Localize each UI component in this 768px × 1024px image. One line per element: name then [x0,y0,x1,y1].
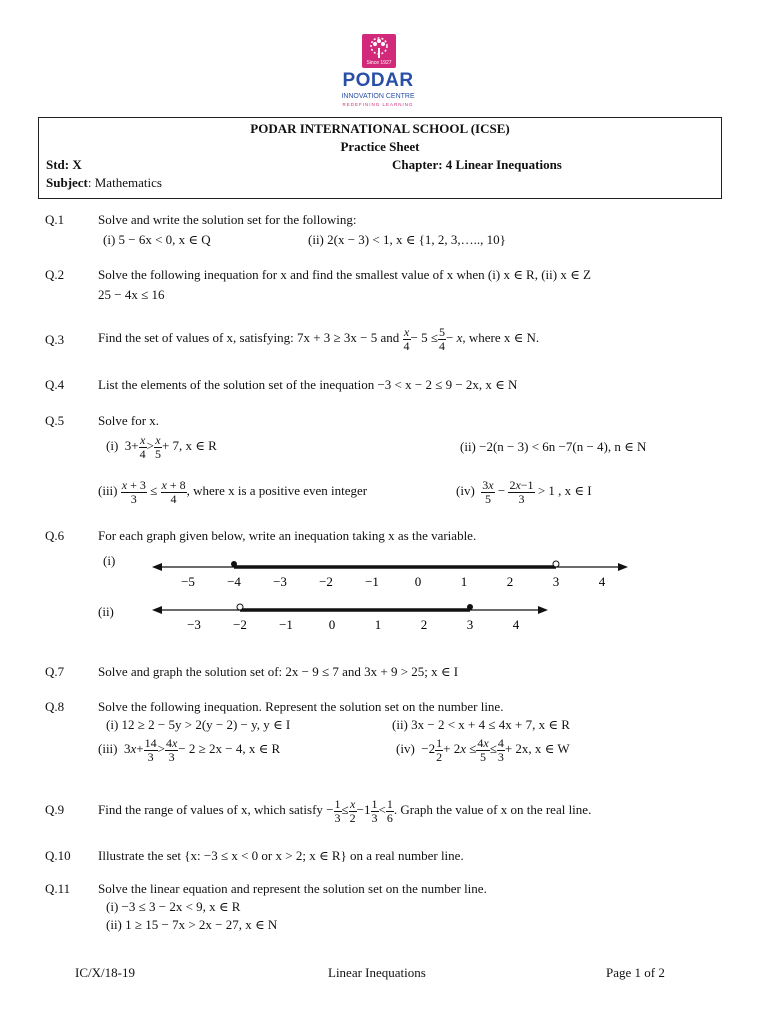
q1-number: Q.1 [45,212,65,227]
arrow-left-icon [152,606,162,614]
q3-text: Find the set of values of x, satisfying: 7x + 3 ≥ 3x − 5 and [98,330,400,345]
tick-label: 4 [512,617,520,632]
logo-sub: INNOVATION CENTRE [341,93,415,100]
open-dot [553,561,559,567]
q4-number: Q.4 [45,377,65,392]
tick-label: −3 [273,574,287,589]
q8-part-i: (i) 12 ≥ 2 − 5y > 2(y − 2) − y, y ∈ I [106,717,291,732]
tick-label: 1 [374,617,382,632]
tick-label: 1 [460,574,468,589]
q8-iii-tail: − 2 ≥ 2x − 4, x ∈ R [178,741,281,756]
q11-part-ii: (ii) 1 ≥ 15 − 7x > 2x − 27, x ∈ N [106,917,278,932]
q6-number: Q.6 [45,528,65,543]
arrow-right-icon [538,606,548,614]
q3-tail: , where x ∈ N. [462,330,540,345]
tick-label: 3 [552,574,560,589]
q5-iv-tail: > 1 , x ∈ I [537,483,592,498]
logo-tree-icon [362,34,396,68]
tick-label: 2 [506,574,514,589]
q8-part-ii: (ii) 3x − 2 < x + 4 ≤ 4x + 7, x ∈ R [392,717,570,732]
q3-number: Q.3 [45,332,65,347]
q11-number: Q.11 [45,881,71,896]
header-box [38,117,722,199]
tick-label: −4 [227,574,241,589]
closed-dot [467,604,473,610]
number-line-2 [150,598,550,638]
q9-line: Find the range of values of x, which satisfy − $\frac{1}{3}$ ≤ $\frac{x}{2}$ −1 $\frac{1}{3}$ < $\frac{1}{6}$ . Graph the value of x on the real line. [98,796,592,825]
q5-part-iii: (iii) $\frac{x + 3}{3}$ ≤ $\frac{x + 8}{4}$ , where x is a positive even integer [98,477,368,506]
q7-text: Solve and graph the solution set of: 2x − 9 ≤ 7 and 3x + 9 > 25; x ∈ I [98,664,459,679]
footer-code: IC/X/18-19 [75,965,135,980]
q8-part-iv: (iv) −2 $\frac{1}{2}$ + 2x ≤ $\frac{4x}{5}$ ≤ $\frac{4}{3}$ + 2x, x ∈ W [396,735,570,764]
footer-page: Page 1 of 2 [606,965,665,980]
q1-part-i: (i) 5 − 6x < 0, x ∈ Q [103,232,211,247]
q6-text: For each graph given below, write an inequation taking x as the variable. [98,528,477,543]
arrow-right-icon [618,563,628,571]
tick-label: −2 [233,617,247,632]
q9-number: Q.9 [45,802,65,817]
footer-title: Linear Inequations [328,965,426,980]
q5-iii-tail: , where x is a positive even integer [186,483,368,498]
number-line-1 [150,555,630,595]
logo-tagline: REDEFINING LEARNING [342,102,414,107]
q2-inequation: 25 − 4x ≤ 16 [98,287,165,302]
q3-line: Find the set of values of x, satisfying: 7x + 3 ≥ 3x − 5 and $\frac{x}{4}$ − 5 ≤ $\frac{5}{4}$ − x, where x ∈ N. [98,324,540,353]
logo-since: Since 1927 [366,60,392,66]
school-logo [318,30,438,110]
tick-label: −1 [365,574,379,589]
q3-frac-1: $\frac{x}{4}$ [403,324,410,353]
tick-label: 3 [466,617,474,632]
tick-label: 0 [414,574,422,589]
q4-text: List the elements of the solution set of the inequation −3 < x − 2 ≤ 9 − 2x, x ∈ N [98,377,518,392]
tick-label: 2 [420,617,428,632]
q1-text: Solve and write the solution set for the following: [98,212,357,227]
q11-text: Solve the linear equation and represent the solution set on the number line. [98,881,487,896]
q9-tail: . Graph the value of x on the real line. [393,802,592,817]
q3-frac-2: $\frac{5}{4}$ [439,324,445,353]
q5-number: Q.5 [45,413,65,428]
q2-number: Q.2 [45,267,65,282]
q10-text: Illustrate the set {x: −3 ≤ x < 0 or x > 2; x ∈ R} on a real number line. [98,848,464,863]
q8-number: Q.8 [45,699,65,714]
subject-row [46,175,162,191]
sheet-title: Practice Sheet [340,139,420,154]
q6-graph-i-label: (i) [103,553,116,568]
q5-i-tail: + 7, x ∈ R [161,438,217,453]
q8-part-iii: (iii) 3x+ $\frac{14}{3}$ > $\frac{4x}{3}$ − 2 ≥ 2x − 4, x ∈ R [98,735,281,764]
q5-part-i: (i) 3+ $\frac{x}{4}$ > $\frac{x}{5}$ + 7, x ∈ R [106,432,217,461]
q6-graph-ii-label: (ii) [98,604,114,619]
q1-part-ii: (ii) 2(x − 3) < 1, x ∈ {1, 2, 3,….., 10} [308,232,506,247]
tick-label: −5 [181,574,195,589]
q10-number: Q.10 [45,848,71,863]
q7-number: Q.7 [45,664,65,679]
tick-label: −3 [187,617,201,632]
std-label: Std: X [46,157,82,172]
subject-label: Subject [46,175,88,190]
q11-part-i: (i) −3 ≤ 3 − 2x < 9, x ∈ R [106,899,241,914]
chapter-label: Chapter: 4 Linear Inequations [392,157,562,172]
tick-label: 0 [328,617,336,632]
logo-name: PODAR [342,70,414,91]
q8-iv-tail: + 2x, x ∈ W [504,741,570,756]
arrow-left-icon [152,563,162,571]
tick-label: 4 [598,574,606,589]
tick-label: −1 [279,617,293,632]
q8-text: Solve the following inequation. Represent the solution set on the number line. [98,699,504,714]
q2-text: Solve the following inequation for x and find the smallest value of x when (i) x ∈ R, (ii) x ∈ Z [98,267,591,282]
open-dot [237,604,243,610]
closed-dot [231,561,237,567]
school-title: PODAR INTERNATIONAL SCHOOL (ICSE) [250,121,510,136]
q9-text: Find the range of values of x, which satisfy [98,802,323,817]
q5-part-ii: (ii) −2(n − 3) < 6n −7(n − 4), n ∈ N [460,439,647,454]
subject-value: : Mathematics [87,175,162,190]
q5-part-iv: (iv) $\frac{3x}{5}$ − $\frac{2x-1}{3}$ > 1 , x ∈ I [456,477,592,506]
q5-text: Solve for x. [98,413,160,428]
tick-label: −2 [319,574,333,589]
